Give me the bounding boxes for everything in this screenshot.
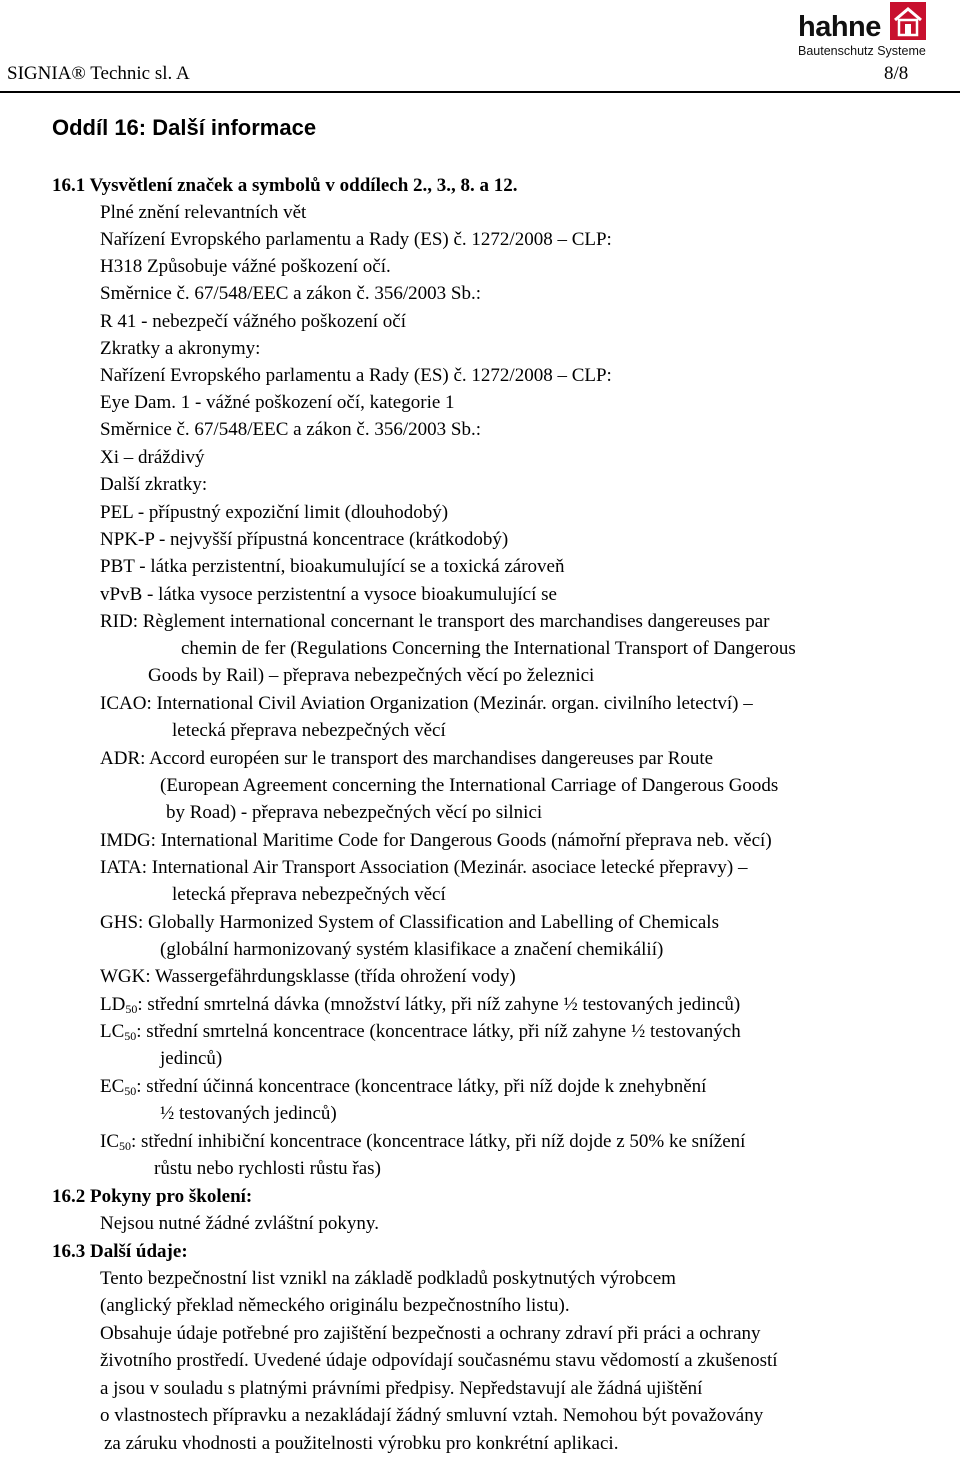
ld50-desc: : střední smrtelná dávka (množství látky, při níž zahyne ½ testovaných jedinců) [137,994,741,1015]
text-line: (anglický překlad německého originálu bezpečnostního listu). [100,1295,570,1316]
ld50-abbr: LD [100,994,126,1015]
header-divider [0,91,960,93]
text-line: PBT - látka perzistentní, bioakumulující se a toxická zároveň [100,556,565,577]
subsection-16-3-heading: 16.3 Další údaje: [52,1241,188,1262]
ec50-abbr: EC [100,1076,125,1097]
text-line: Nařízení Evropského parlamentu a Rady (ES) č. 1272/2008 – CLP: [100,229,612,250]
subsection-16-1-heading: 16.1 Vysvětlení značek a symbolů v oddílech 2., 3., 8. a 12. [52,175,518,196]
text-line: Goods by Rail) – přeprava nebezpečných věcí po železnici [148,665,595,686]
text-line: Nařízení Evropského parlamentu a Rady (ES) č. 1272/2008 – CLP: [100,365,612,386]
text-line: IMDG: International Maritime Code for Dangerous Goods (námořní přeprava neb. věcí) [100,830,772,851]
header-company: SIGNIA® Technic sl. A [7,63,190,84]
text-line: IATA: International Air Transport Association (Mezinár. asociace letecké přepravy) – [100,857,748,878]
text-line: vPvB - látka vysoce perzistentní a vysoce bioakumulující se [100,584,557,605]
text-line: Plné znění relevantních vět [100,202,307,223]
lc50-desc: : střední smrtelná koncentrace (koncentrace látky, při níž zahyne ½ testovaných [136,1021,741,1042]
text-line: PEL - přípustný expoziční limit (dlouhodobý) [100,502,449,523]
text-line: H318 Způsobuje vážné poškození očí. [100,256,391,277]
text-line: ADR: Accord européen sur le transport des marchandises dangereuses par Route [100,748,714,769]
subsection-16-2-heading: 16.2 Pokyny pro školení: [52,1186,253,1207]
text-line: by Road) - přeprava nebezpečných věcí po silnici [166,802,543,823]
ld50-subscript: 50 [125,1002,138,1016]
logo-word: hahne [798,11,881,43]
lc50-subscript: 50 [124,1029,137,1043]
text-line: ICAO: International Civil Aviation Organization (Mezinár. organ. civilního letectví) – [100,693,753,714]
text-line: R 41 - nebezpečí vážného poškození očí [100,311,406,332]
text-line: Zkratky a akronymy: [100,338,261,359]
text-line: o vlastnostech přípravku a nezakládají žádný smluvní vztah. Nemohou být považovány [100,1405,764,1426]
hahne-logo [790,0,960,64]
text-line: a jsou v souladu s platnými právními předpisy. Nepředstavují ale žádná ujištění [100,1378,703,1399]
text-line: Směrnice č. 67/548/EEC a zákon č. 356/2003 Sb.: [100,419,481,440]
ic50-subscript: 50 [119,1139,131,1153]
text-line: chemin de fer (Regulations Concerning the International Transport of Dangerous [181,638,796,659]
text-line: Směrnice č. 67/548/EEC a zákon č. 356/2003 Sb.: [100,283,481,304]
lc50-continuation: jedinců) [160,1048,223,1069]
text-line: letecká přeprava nebezpečných věcí [172,884,446,905]
text-line: Tento bezpečnostní list vznikl na základě podkladů poskytnutých výrobcem [100,1268,676,1289]
section-title: Oddíl 16: Další informace [52,115,317,140]
text-line: NPK-P - nejvyšší přípustná koncentrace (krátkodobý) [100,529,509,550]
ic50-desc: : střední inhibiční koncentrace (koncentrace látky, při níž dojde z 50% ke snížení [131,1131,746,1152]
house-logo-icon [890,2,926,40]
text-line: Další zkratky: [100,474,208,495]
text-line: letecká přeprava nebezpečných věcí [172,720,446,741]
text-line: WGK: Wassergefährdungsklasse (třída ohrožení vody) [100,966,516,987]
text-line: Xi – dráždivý [100,447,205,468]
lc50-abbr: LC [100,1021,125,1042]
text-line: Obsahuje údaje potřebné pro zajištění bezpečnosti a ochrany zdraví při práci a ochrany [100,1323,761,1344]
text-line: GHS: Globally Harmonized System of Classification and Labelling of Chemicals [100,912,719,933]
text-line: životního prostředí. Uvedené údaje odpovídají současnému stavu vědomostí a zkušeností [100,1350,778,1371]
ic50-abbr: IC [100,1131,119,1152]
ec50-continuation: ½ testovaných jedinců) [160,1103,337,1124]
logo-tagline: Bautenschutz Systeme [798,44,926,58]
page-number: 8/8 [884,63,909,84]
ec50-desc: : střední účinná koncentrace (koncentrace látky, při níž dojde k znehybnění [136,1076,707,1097]
text-line: (globální harmonizovaný systém klasifikace a značení chemikálií) [160,939,664,960]
ec50-subscript: 50 [124,1084,137,1098]
training-text: Nejsou nutné žádné zvláštní pokyny. [100,1213,379,1234]
text-line: za záruku vhodnosti a použitelnosti výrobku pro konkrétní aplikaci. [104,1433,619,1454]
text-line: (European Agreement concerning the International Carriage of Dangerous Goods [160,775,779,796]
ic50-continuation: růstu nebo rychlosti růstu řas) [154,1158,381,1179]
text-line: Eye Dam. 1 - vážné poškození očí, kategorie 1 [100,392,455,413]
text-line: RID: Règlement international concernant le transport des marchandises dangereuses par [100,611,770,632]
